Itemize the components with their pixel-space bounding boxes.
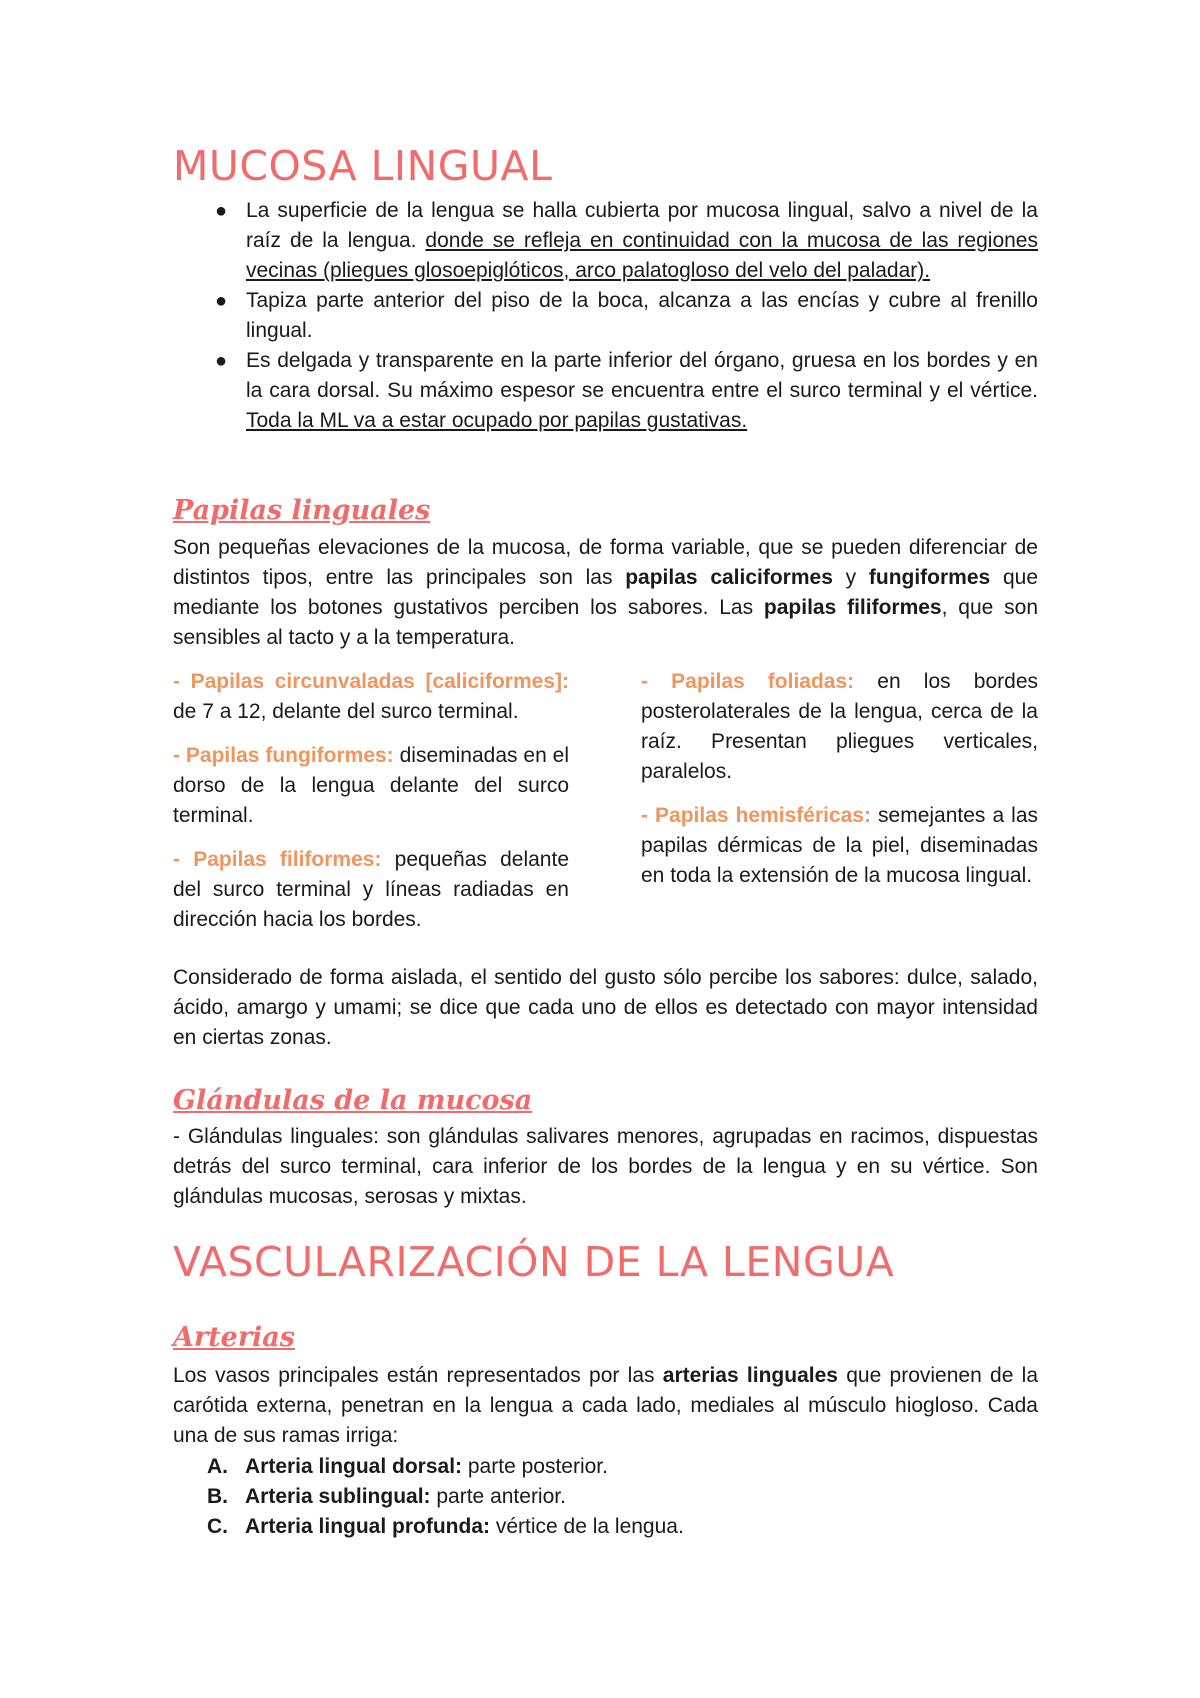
bullet-icon: ● [215, 200, 228, 222]
heading-arterias: Arterias [173, 1322, 296, 1353]
glandulas-paragraph: - Glándulas linguales: son glándulas salivares menores, agrupadas en racimos, dispuestas detrás del surco terminal, cara inferior de los bordes de la lengua y en su vértice. Son glándulas mucosas, serosas y mixtas. [173, 1125, 1038, 1208]
bullet-icon: ● [215, 350, 228, 372]
papila-item: - Papilas hemisféricas: semejantes a las papilas dérmicas de la piel, diseminadas en toda la extensión de la mucosa lingual. [641, 804, 1038, 887]
arterias-paragraph: Los vasos principales están representados por las arterias linguales que provienen de la carótida externa, penetran en la lengua a cada lado, mediales al músculo hiogloso. Cada una de sus ramas irriga: [173, 1364, 1038, 1447]
arteria-item: B. Arteria sublingual: parte anterior. [207, 1485, 566, 1508]
papila-item: - Papilas filiformes: pequeñas delante del surco terminal y líneas radiadas en dirección hacia los bordes. [173, 848, 569, 931]
bullet-item: ● La superficie de la lengua se halla cubierta por mucosa lingual, salvo a nivel de la raíz de la lengua. donde se refleja en continuidad con la mucosa de las regiones vecinas (pliegues glosoepiglóticos, arco palatogloso del velo del paladar). [173, 196, 1038, 286]
mucosa-bullet-list [173, 196, 1038, 436]
heading-glandulas-mucosa: Glándulas de la mucosa [173, 1085, 533, 1116]
arterias-list [173, 1452, 1038, 1542]
papilas-right-column [641, 667, 1038, 905]
bullet-item: ● Tapiza parte anterior del piso de la boca, alcanza a las encías y cubre al frenillo lingual. [173, 286, 1038, 346]
arteria-item: A. Arteria lingual dorsal: parte posterior. [207, 1455, 608, 1478]
papila-item: - Papilas circunvaladas [caliciformes]: de 7 a 12, delante del surco terminal. [173, 670, 569, 723]
gusto-paragraph: Considerado de forma aislada, el sentido del gusto sólo percibe los sabores: dulce, salado, ácido, amargo y umami; se dice que cada uno de ellos es detectado con mayor intensidad en ciertas zonas. [173, 966, 1038, 1049]
papila-item: - Papilas foliadas: en los bordes posterolaterales de la lengua, cerca de la raíz. Presentan pliegues verticales, paralelos. [641, 670, 1038, 783]
bullet-icon: ● [215, 290, 228, 312]
heading-papilas-linguales: Papilas linguales [173, 495, 431, 526]
papilas-intro-paragraph: Son pequeñas elevaciones de la mucosa, de forma variable, que se pueden diferenciar de distintos tipos, entre las principales son las papilas caliciformes y fungiformes que mediante los botones gustativos perciben los sabores. Las papilas filiformes, que son sensibles al tacto y a la temperatura. [173, 536, 1039, 649]
papilas-left-column [173, 667, 569, 949]
bullet-item: ● Es delgada y transparente en la parte inferior del órgano, gruesa en los bordes y en la cara dorsal. Su máximo espesor se encuentra entre el surco terminal y el vértice. Toda la ML va a estar ocupado por papilas gustativas. [173, 346, 1038, 436]
title-vascularizacion: VASCULARIZACIÓN DE LA LENGUA [173, 1238, 895, 1286]
title-mucosa-lingual: MUCOSA LINGUAL [173, 142, 553, 190]
arteria-item: C. Arteria lingual profunda: vértice de la lengua. [207, 1515, 684, 1538]
papila-item: - Papilas fungiformes: diseminadas en el dorso de la lengua delante del surco terminal. [173, 744, 570, 827]
